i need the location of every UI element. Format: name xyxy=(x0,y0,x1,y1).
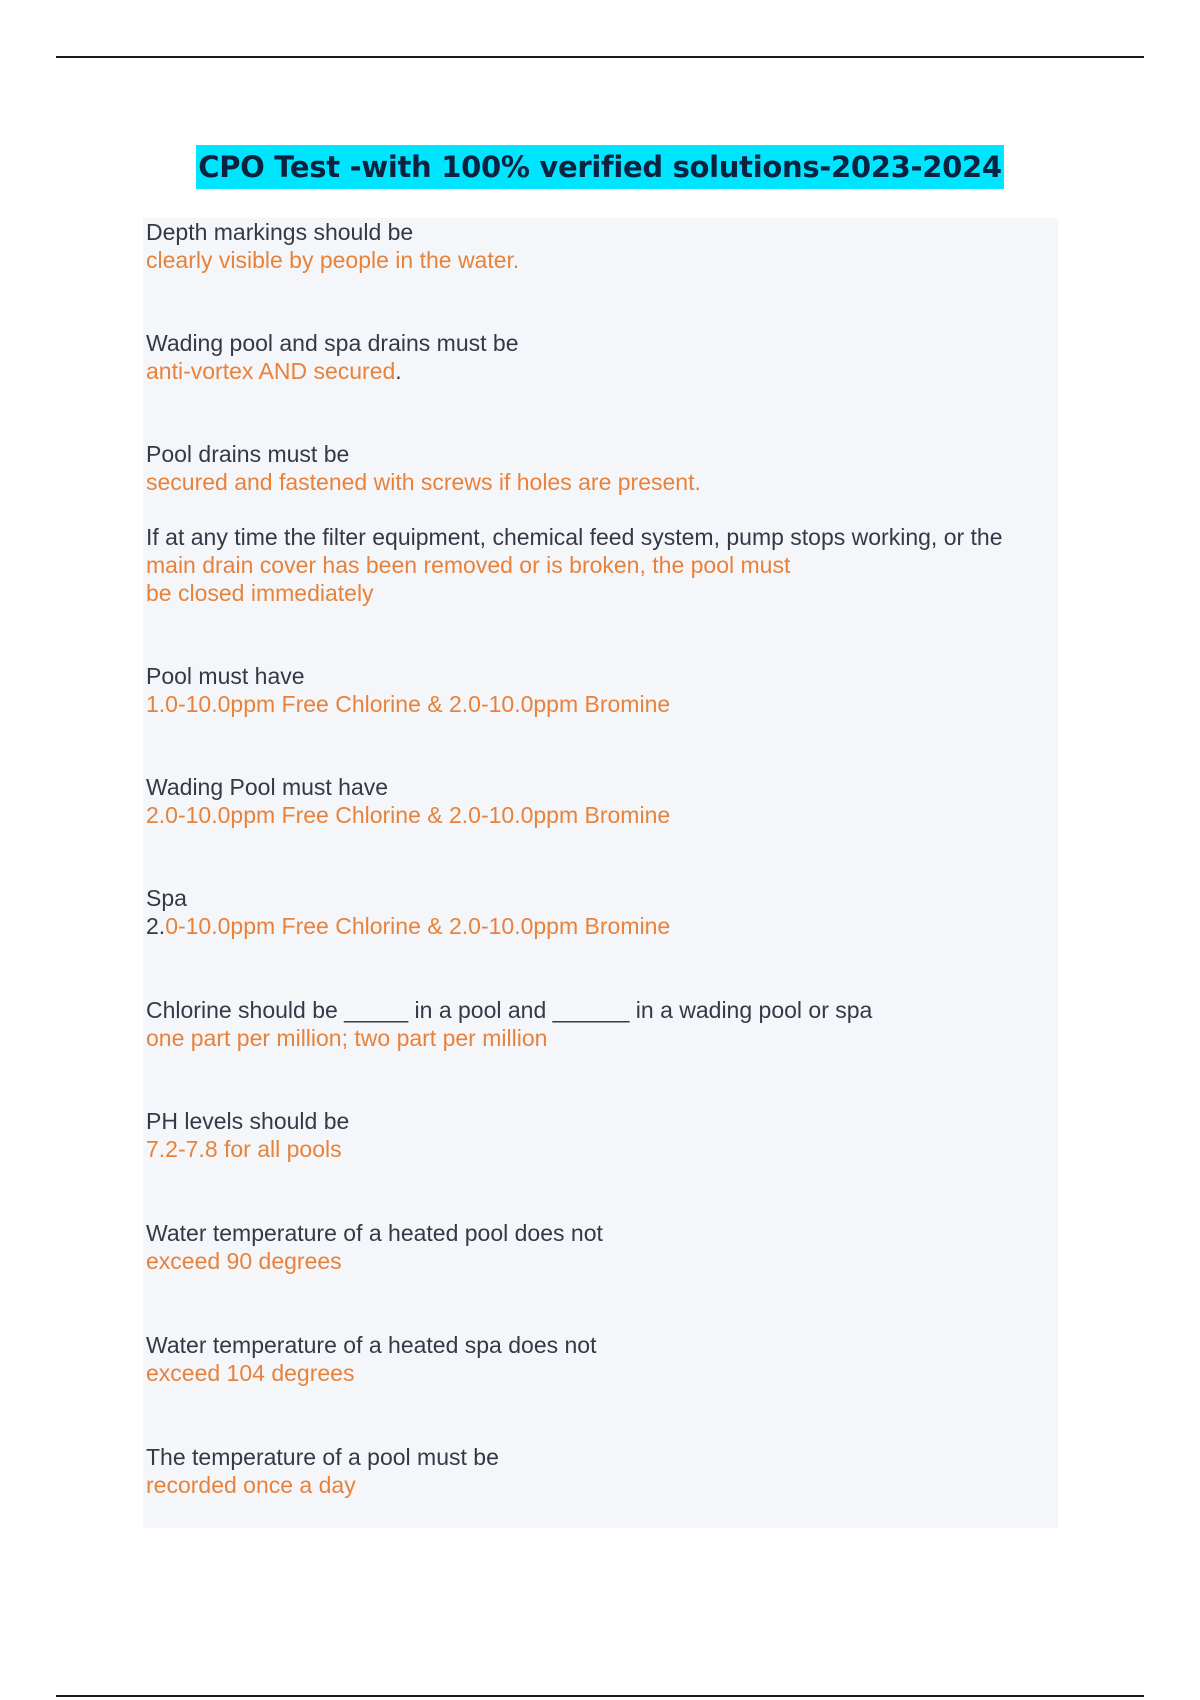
answer-main: 0-10.0ppm Free Chlorine & 2.0-10.0ppm Bromine xyxy=(165,913,671,939)
question-text: If at any time the filter equipment, chemical feed system, pump stops working, or the xyxy=(146,524,1003,550)
answer-text xyxy=(146,357,1046,385)
question-text: Wading Pool must have xyxy=(146,774,389,800)
answer-text: one part per million; two part per million xyxy=(146,1025,548,1051)
answer-text: clearly visible by people in the water. xyxy=(146,247,520,273)
answer-text-line2: be closed immediately xyxy=(146,580,374,606)
question-text: PH levels should be xyxy=(146,1108,350,1134)
answer-suffix: . xyxy=(395,358,402,384)
question-text: Wading pool and spa drains must be xyxy=(146,330,519,356)
qa-item xyxy=(146,329,1046,385)
document-title: CPO Test -with 100% verified solutions-2023-2024 xyxy=(196,145,1004,189)
answer-text: recorded once a day xyxy=(146,1472,356,1498)
answer-text: exceed 90 degrees xyxy=(146,1248,342,1274)
question-text: Depth markings should be xyxy=(146,219,414,245)
question-text: Water temperature of a heated spa does not xyxy=(146,1332,597,1358)
question-text: The temperature of a pool must be xyxy=(146,1444,499,1470)
top-rule xyxy=(56,56,1144,58)
qa-item xyxy=(146,773,1046,829)
question-text: Water temperature of a heated pool does not xyxy=(146,1220,603,1246)
answer-text: 1.0-10.0ppm Free Chlorine & 2.0-10.0ppm Bromine xyxy=(146,691,671,717)
title-container xyxy=(0,145,1200,189)
qa-item xyxy=(146,996,1046,1052)
qa-item xyxy=(146,523,1046,607)
question-text: Spa xyxy=(146,885,187,911)
question-text: Chlorine should be _____ in a pool and ______ in a wading pool or spa xyxy=(146,997,873,1023)
qa-item xyxy=(146,1443,1046,1499)
bottom-rule xyxy=(56,1695,1144,1697)
answer-text: 2.0-10.0ppm Free Chlorine & 2.0-10.0ppm Bromine xyxy=(146,802,671,828)
question-text: Pool must have xyxy=(146,663,305,689)
answer-main: anti-vortex AND secured xyxy=(146,358,396,384)
qa-item xyxy=(146,884,1046,940)
answer-text xyxy=(146,912,1046,940)
answer-text: 7.2-7.8 for all pools xyxy=(146,1136,342,1162)
answer-text: exceed 104 degrees xyxy=(146,1360,355,1386)
qa-item xyxy=(146,440,1046,496)
qa-item xyxy=(146,662,1046,718)
qa-item xyxy=(146,1331,1046,1387)
question-text: Pool drains must be xyxy=(146,441,350,467)
answer-text: secured and fastened with screws if holes are present. xyxy=(146,469,701,495)
qa-item xyxy=(146,1107,1046,1163)
answer-text: main drain cover has been removed or is broken, the pool must xyxy=(146,552,791,578)
qa-item xyxy=(146,218,1046,274)
qa-item xyxy=(146,1219,1046,1275)
answer-prefix: 2. xyxy=(146,913,166,939)
